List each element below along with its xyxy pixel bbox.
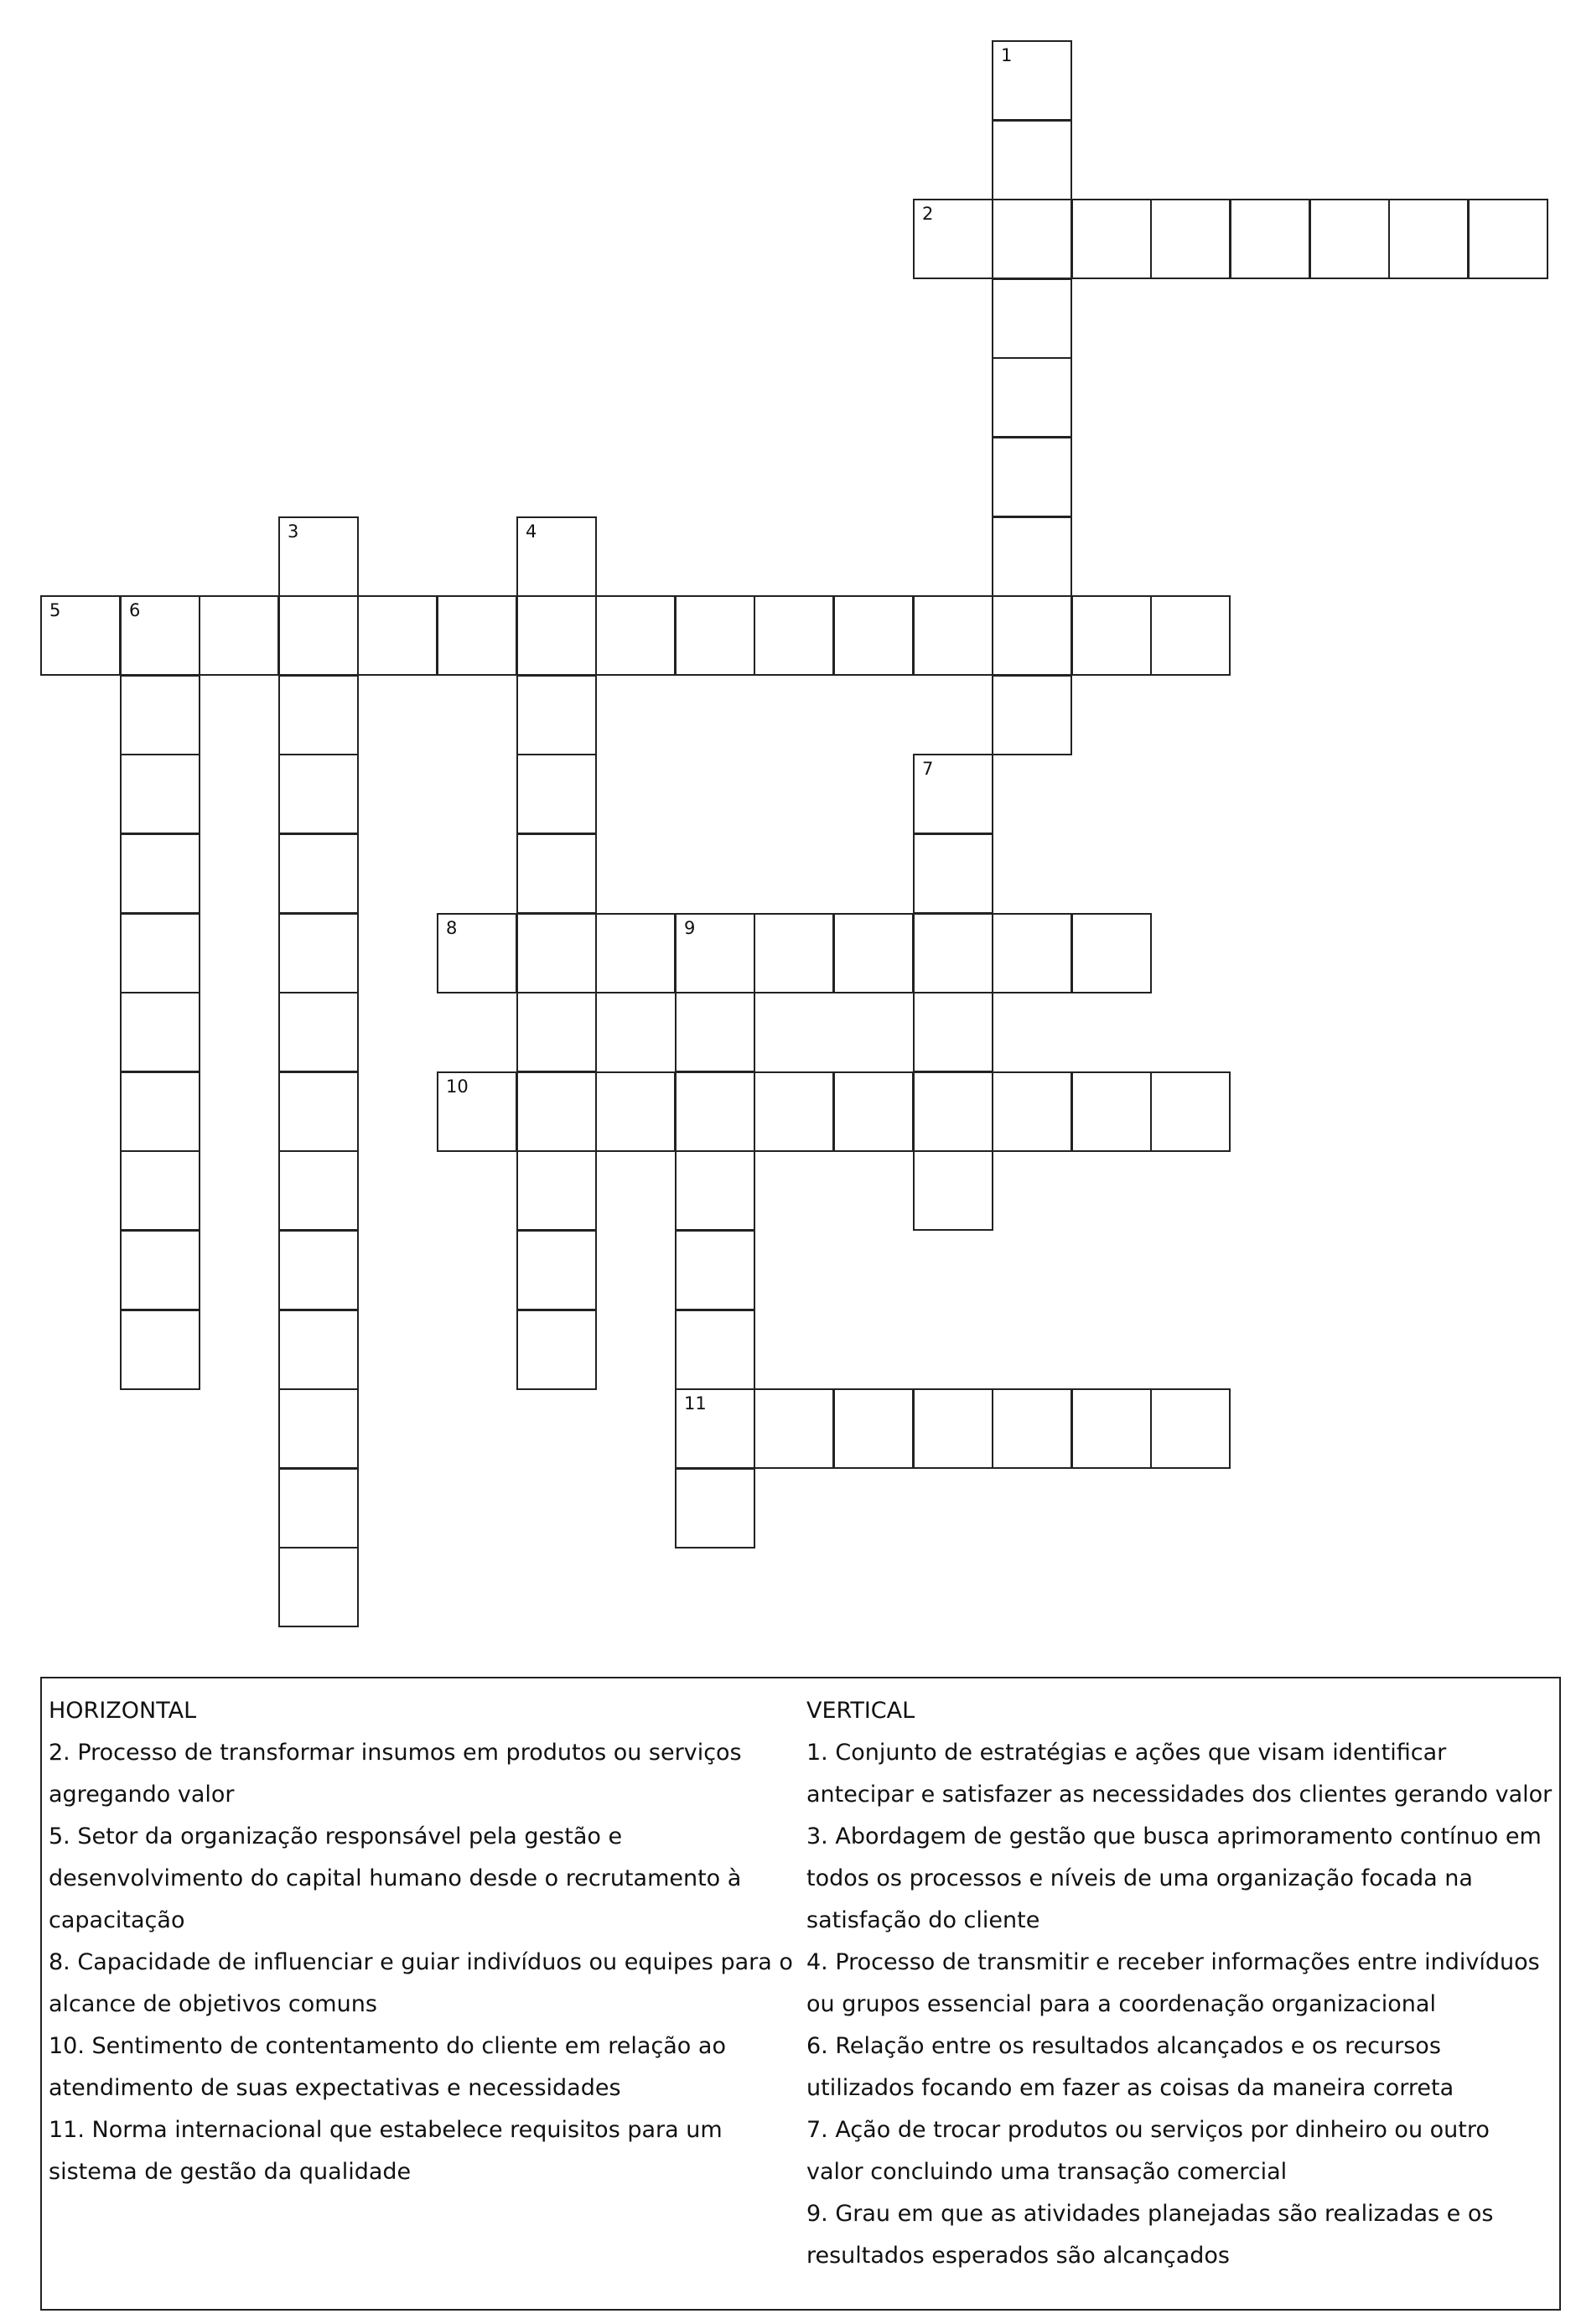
- grid-cell[interactable]: [595, 595, 676, 676]
- clue-line: 7. Ação de trocar produtos ou serviços por dinheiro ou outro: [806, 2117, 1490, 2143]
- grid-cell[interactable]: [1071, 199, 1152, 279]
- grid-cell[interactable]: [1150, 199, 1231, 279]
- grid-cell[interactable]: [1071, 1388, 1152, 1469]
- grid-cell[interactable]: [1150, 1388, 1231, 1469]
- grid-cell[interactable]: [199, 595, 279, 676]
- clue-line: alcance de objetivos comuns: [49, 1991, 377, 2017]
- grid-cell[interactable]: [437, 1071, 517, 1152]
- clue-line: antecipar e satisfazer as necessidades dos clientes gerando valor: [806, 1782, 1553, 1808]
- clue-line: valor concluindo uma transação comercial: [806, 2159, 1288, 2185]
- grid-cell[interactable]: [754, 913, 834, 993]
- clue-line: agregando valor: [49, 1782, 235, 1808]
- grid-cell[interactable]: [278, 1230, 359, 1310]
- clue-number: 9: [684, 918, 696, 938]
- clue-line: satisfação do cliente: [806, 1907, 1040, 1933]
- grid-cell[interactable]: [913, 199, 993, 279]
- grid-cell[interactable]: [675, 992, 755, 1072]
- grid-cell[interactable]: [278, 1468, 359, 1548]
- grid-cell[interactable]: [595, 1071, 676, 1152]
- grid-cell[interactable]: [357, 595, 438, 676]
- grid-cell[interactable]: [278, 1388, 359, 1469]
- clue-line: sistema de gestão da qualidade: [49, 2159, 412, 2185]
- grid-cell[interactable]: [516, 595, 597, 676]
- grid-cell[interactable]: [516, 1071, 597, 1152]
- grid-cell[interactable]: [516, 1150, 597, 1231]
- grid-cell[interactable]: [1071, 913, 1152, 993]
- grid-cell[interactable]: [833, 595, 914, 676]
- grid-cell[interactable]: [278, 992, 359, 1072]
- horizontal-heading: HORIZONTAL: [49, 1698, 197, 1724]
- grid-cell[interactable]: [278, 754, 359, 834]
- grid-cell[interactable]: [1388, 199, 1469, 279]
- clue-number: 10: [446, 1076, 469, 1097]
- clue-line: capacitação: [49, 1907, 185, 1933]
- clue-line: todos os processos e níveis de uma organização focada na: [806, 1865, 1473, 1891]
- grid-cell[interactable]: [40, 595, 121, 676]
- grid-cell[interactable]: [992, 40, 1072, 121]
- grid-cell[interactable]: [1468, 199, 1548, 279]
- grid-cell[interactable]: [278, 675, 359, 755]
- clue-number: 4: [526, 521, 537, 542]
- clue-line: 3. Abordagem de gestão que busca aprimoramento contínuo em: [806, 1823, 1542, 1849]
- grid-cell[interactable]: [992, 516, 1072, 597]
- grid-cell[interactable]: [437, 913, 517, 993]
- clue-number: 5: [49, 600, 61, 620]
- grid-cell[interactable]: [120, 1230, 200, 1310]
- clue-number: 1: [1001, 45, 1013, 65]
- grid-cell[interactable]: [992, 278, 1072, 359]
- grid-cell[interactable]: [120, 595, 200, 676]
- clue-number: 3: [288, 521, 299, 542]
- grid-cell[interactable]: [833, 1071, 914, 1152]
- grid-cell[interactable]: [516, 754, 597, 834]
- grid-cell[interactable]: [516, 1310, 597, 1390]
- grid-cell[interactable]: [516, 675, 597, 755]
- clue-number: 7: [922, 759, 934, 779]
- grid-cell[interactable]: [992, 357, 1072, 438]
- clue-line: ou grupos essencial para a coordenação organizacional: [806, 1991, 1436, 2017]
- grid-cell[interactable]: [992, 1388, 1072, 1469]
- grid-cell[interactable]: [1150, 1071, 1231, 1152]
- grid-cell[interactable]: [913, 595, 993, 676]
- clue-line: utilizados focando em fazer as coisas da maneira correta: [806, 2075, 1454, 2101]
- grid-cell[interactable]: [913, 992, 993, 1072]
- grid-cell[interactable]: [913, 1388, 993, 1469]
- grid-cell[interactable]: [675, 595, 755, 676]
- vertical-heading: VERTICAL: [806, 1698, 915, 1724]
- grid-cell[interactable]: [437, 595, 517, 676]
- grid-cell[interactable]: [120, 675, 200, 755]
- grid-cell[interactable]: [516, 833, 597, 914]
- grid-cell[interactable]: [516, 516, 597, 597]
- grid-cell[interactable]: [278, 1150, 359, 1231]
- grid-cell[interactable]: [516, 992, 597, 1072]
- clue-line: 9. Grau em que as atividades planejadas são realizadas e os: [806, 2201, 1494, 2227]
- grid-cell[interactable]: [278, 913, 359, 993]
- grid-cell[interactable]: [992, 675, 1072, 755]
- grid-cell[interactable]: [913, 754, 993, 834]
- grid-cell[interactable]: [833, 913, 914, 993]
- clue-number: 2: [922, 204, 934, 224]
- grid-cell[interactable]: [675, 1150, 755, 1231]
- grid-cell[interactable]: [913, 833, 993, 914]
- clue-number: 6: [129, 600, 141, 620]
- grid-cell[interactable]: [278, 1071, 359, 1152]
- clue-line: 1. Conjunto de estratégias e ações que visam identificar: [806, 1740, 1447, 1766]
- grid-cell[interactable]: [754, 1388, 834, 1469]
- clue-line: 10. Sentimento de contentamento do cliente em relação ao: [49, 2033, 726, 2059]
- clue-line: desenvolvimento do capital humano desde o recrutamento à: [49, 1865, 742, 1891]
- grid-cell[interactable]: [1071, 595, 1152, 676]
- grid-cell[interactable]: [675, 1071, 755, 1152]
- horizontal-clues: [49, 1690, 803, 2193]
- clue-number: 11: [684, 1393, 707, 1414]
- grid-cell[interactable]: [1150, 595, 1231, 676]
- grid-cell[interactable]: [754, 595, 834, 676]
- clue-line: 8. Capacidade de influenciar e guiar indivíduos ou equipes para o: [49, 1949, 793, 1975]
- grid-cell[interactable]: [675, 913, 755, 993]
- vertical-clues: [806, 1690, 1561, 2277]
- grid-cell[interactable]: [278, 1547, 359, 1627]
- clue-line: 2. Processo de transformar insumos em produtos ou serviços: [49, 1740, 742, 1766]
- grid-cell[interactable]: [675, 1468, 755, 1548]
- grid-cell[interactable]: [992, 199, 1072, 279]
- grid-cell[interactable]: [120, 992, 200, 1072]
- grid-cell[interactable]: [278, 516, 359, 597]
- grid-cell[interactable]: [278, 595, 359, 676]
- grid-cell[interactable]: [675, 1230, 755, 1310]
- grid-cell[interactable]: [992, 120, 1072, 200]
- grid-cell[interactable]: [992, 437, 1072, 517]
- clue-line: 6. Relação entre os resultados alcançados e os recursos: [806, 2033, 1441, 2059]
- grid-cell[interactable]: [675, 1388, 755, 1469]
- grid-cell[interactable]: [1071, 1071, 1152, 1152]
- grid-cell[interactable]: [913, 1071, 993, 1152]
- grid-cell[interactable]: [913, 1150, 993, 1231]
- grid-cell[interactable]: [120, 754, 200, 834]
- grid-cell[interactable]: [754, 1071, 834, 1152]
- clue-line: resultados esperados são alcançados: [806, 2243, 1230, 2269]
- grid-cell[interactable]: [120, 1071, 200, 1152]
- clue-line: 4. Processo de transmitir e receber informações entre indivíduos: [806, 1949, 1540, 1975]
- grid-cell[interactable]: [833, 1388, 914, 1469]
- grid-cell[interactable]: [675, 1310, 755, 1390]
- grid-cell[interactable]: [992, 595, 1072, 676]
- grid-cell[interactable]: [120, 1310, 200, 1390]
- grid-cell[interactable]: [516, 913, 597, 993]
- grid-cell[interactable]: [120, 1150, 200, 1231]
- clue-line: 11. Norma internacional que estabelece requisitos para um: [49, 2117, 723, 2143]
- grid-cell[interactable]: [595, 913, 676, 993]
- clues-box: [40, 1677, 1561, 2311]
- grid-cell[interactable]: [1309, 199, 1390, 279]
- grid-cell[interactable]: [278, 1310, 359, 1390]
- grid-cell[interactable]: [120, 833, 200, 914]
- grid-cell[interactable]: [516, 1230, 597, 1310]
- grid-cell[interactable]: [913, 913, 993, 993]
- grid-cell[interactable]: [992, 1071, 1072, 1152]
- clue-line: 5. Setor da organização responsável pela gestão e: [49, 1823, 623, 1849]
- clue-line: atendimento de suas expectativas e necessidades: [49, 2075, 621, 2101]
- grid-cell[interactable]: [1230, 199, 1310, 279]
- grid-cell[interactable]: [278, 833, 359, 914]
- grid-cell[interactable]: [992, 913, 1072, 993]
- clue-number: 8: [446, 918, 458, 938]
- grid-cell[interactable]: [120, 913, 200, 993]
